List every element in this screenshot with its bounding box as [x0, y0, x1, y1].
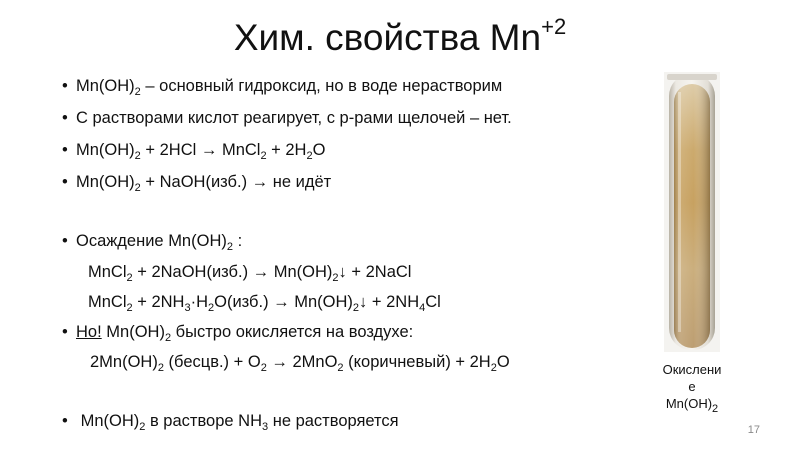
page-number: 17 — [747, 424, 760, 436]
line-text: Mn(OH) — [76, 77, 135, 95]
line-text: O — [312, 141, 326, 159]
line-text: MnCl — [88, 263, 127, 281]
caption-subscript: 2 — [712, 403, 719, 415]
bullet-marker: • — [62, 141, 68, 159]
test-tube-photo — [664, 72, 720, 352]
bullet-marker: • — [62, 109, 68, 127]
line-text: Mn(OH) — [101, 323, 165, 341]
equation-line — [88, 262, 411, 282]
line-text: ·H — [190, 293, 208, 311]
subscript: 2 — [208, 302, 215, 314]
subscript: 2 — [134, 86, 141, 98]
line-text: MnCl — [88, 293, 127, 311]
subscript: 2 — [306, 150, 313, 162]
line-text: быстро окисляется на воздухе: — [171, 323, 414, 341]
bullet-marker: • — [62, 323, 68, 341]
line-text: + NaOH(изб.) → не идёт — [140, 173, 332, 191]
line-text: (бесцв.) + O — [163, 353, 261, 371]
line-text: не растворяется — [268, 412, 399, 430]
test-tube-icon — [664, 72, 720, 352]
line-text: : — [232, 232, 243, 250]
equation-line — [88, 292, 441, 312]
image-caption — [640, 361, 744, 415]
subscript: 3 — [262, 421, 269, 433]
line-text: → 2MnO — [266, 353, 338, 371]
line-text: – основный гидроксид, но в воде нерастворим — [140, 77, 503, 95]
line-text: O(изб.) → Mn(OH) — [214, 293, 353, 311]
line-text: в растворе NH — [145, 412, 262, 430]
equation-line — [90, 352, 510, 372]
slide-title-superscript: +2 — [541, 14, 567, 39]
line-text: + 2HCl → MnCl — [140, 141, 261, 159]
caption-line: е — [688, 379, 696, 394]
line-text: 2Mn(OH) — [90, 353, 158, 371]
bullet-line — [62, 172, 331, 192]
caption-line — [640, 395, 744, 415]
bullet-marker: • — [62, 412, 68, 430]
subscript: 2 — [260, 150, 267, 162]
line-text: O — [496, 353, 510, 371]
line-text: Mn(OH) — [76, 141, 135, 159]
subscript: 2 — [226, 241, 233, 253]
subscript: 2 — [332, 272, 339, 284]
slide-title-text: Хим. свойства Mn — [233, 17, 542, 58]
caption-line: Окислени — [662, 362, 722, 377]
subscript: 2 — [126, 272, 133, 284]
line-text: Cl — [425, 293, 441, 311]
bullet-line — [62, 76, 502, 96]
line-text: С растворами кислот реагирует, с р-рами щелочей – нет. — [76, 109, 512, 127]
subscript: 2 — [260, 362, 267, 374]
subscript: 2 — [352, 302, 360, 314]
subscript: 2 — [126, 302, 133, 314]
subscript: 2 — [134, 150, 141, 162]
subscript: 2 — [164, 332, 172, 344]
bullet-marker: • — [62, 77, 68, 95]
subscript: 2 — [157, 362, 164, 374]
bullet-line — [62, 108, 512, 128]
subscript: 2 — [490, 362, 497, 374]
subscript: 2 — [139, 421, 146, 433]
bullet-line — [62, 411, 399, 431]
line-text: Mn(OH) — [76, 173, 135, 191]
subscript: 2 — [337, 362, 344, 374]
subscript: 3 — [184, 302, 191, 314]
bullet-marker: • — [62, 232, 68, 250]
bullet-line — [62, 231, 242, 251]
line-text: ↓ + 2NH — [359, 293, 420, 311]
emphasis-text: Но! — [76, 323, 102, 341]
line-text: + 2NH — [132, 293, 185, 311]
subscript: 4 — [419, 302, 426, 314]
line-text: Mn(OH) — [76, 412, 140, 430]
bullet-line — [62, 322, 413, 342]
line-text: (коричневый) + 2H — [343, 353, 491, 371]
bullet-marker: • — [62, 173, 68, 191]
line-text: + 2NaOH(изб.) → Mn(OH) — [132, 263, 333, 281]
slide-title — [0, 14, 800, 59]
line-text: Осаждение Mn(OH) — [76, 232, 227, 250]
bullet-line — [62, 140, 325, 160]
caption-formula: Mn(OH) — [665, 396, 713, 411]
line-text: ↓ + 2NaCl — [338, 263, 412, 281]
line-text: + 2H — [266, 141, 307, 159]
subscript: 2 — [134, 182, 141, 194]
